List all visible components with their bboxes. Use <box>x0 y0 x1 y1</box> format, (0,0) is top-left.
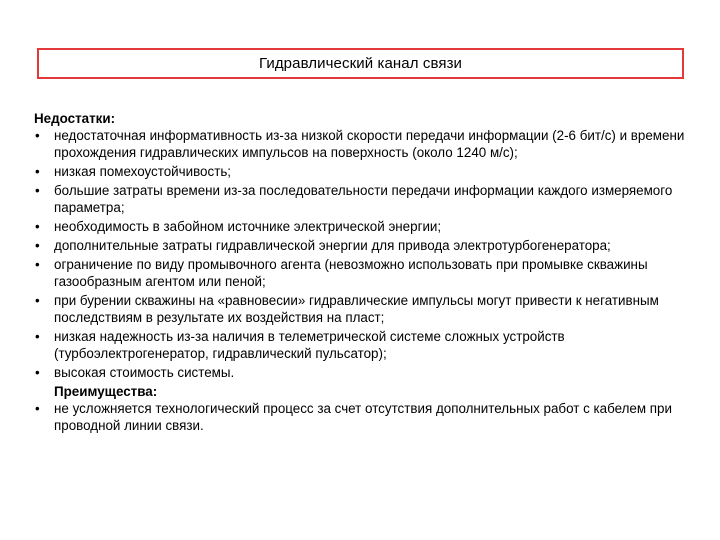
list-item <box>34 400 694 434</box>
advantages-heading: Преимущества: <box>54 384 158 399</box>
bullet-icon: • <box>35 329 40 344</box>
title-box <box>37 48 684 79</box>
bullet-icon: • <box>35 257 40 272</box>
list-item <box>34 328 694 362</box>
list-item-text: высокая стоимость системы. <box>54 365 235 380</box>
bullet-icon: • <box>35 365 40 380</box>
list-item-text: при бурении скважины на «равновесии» гидравлические импульсы могут привести к негативным последствиям в результате их воздействия на пласт; <box>54 293 659 325</box>
bullet-icon: • <box>35 219 40 234</box>
list-item <box>34 218 694 235</box>
list-item <box>34 163 694 180</box>
list-item <box>34 364 694 381</box>
bullet-icon: • <box>35 238 40 253</box>
list-item-text: большие затраты времени из-за последовательности передачи информации каждого измеряемого параметра; <box>54 183 673 215</box>
list-item <box>34 127 694 161</box>
list-item <box>34 292 694 326</box>
list-item <box>34 182 694 216</box>
bullet-icon: • <box>35 128 40 143</box>
list-item-text: недостаточная информативность из-за низкой скорости передачи информации (2-6 бит/с) и времени прохождения гидравлических импульсов на поверхность (около 1240 м/с); <box>54 128 685 160</box>
advantages-list <box>34 400 694 434</box>
list-item-text: дополнительные затраты гидравлической энергии для привода электротурбогенератора; <box>54 238 611 253</box>
bullet-icon: • <box>35 401 40 416</box>
list-item-text: не усложняется технологический процесс за счет отсутствия дополнительных работ с кабелем при проводной линии связи. <box>54 401 672 433</box>
list-item <box>34 237 694 254</box>
disadvantages-heading: Недостатки: <box>34 111 116 126</box>
list-item-text: низкая надежность из-за наличия в телеметрической системе сложных устройств (турбоэлектрогенератор, гидравлический пульсатор); <box>54 329 565 361</box>
bullet-icon: • <box>35 293 40 308</box>
page-title: Гидравлический канал связи <box>258 55 463 72</box>
list-item-text: необходимость в забойном источнике электрической энергии; <box>54 219 442 234</box>
list-item-text: ограничение по виду промывочного агента (невозможно использовать при промывке скважины газообразным агентом или пеной; <box>54 257 648 289</box>
list-item-text: низкая помехоустойчивость; <box>54 164 232 179</box>
disadvantages-list <box>34 127 694 381</box>
content-body <box>34 110 694 436</box>
bullet-icon: • <box>35 164 40 179</box>
list-item <box>34 256 694 290</box>
bullet-icon: • <box>35 183 40 198</box>
